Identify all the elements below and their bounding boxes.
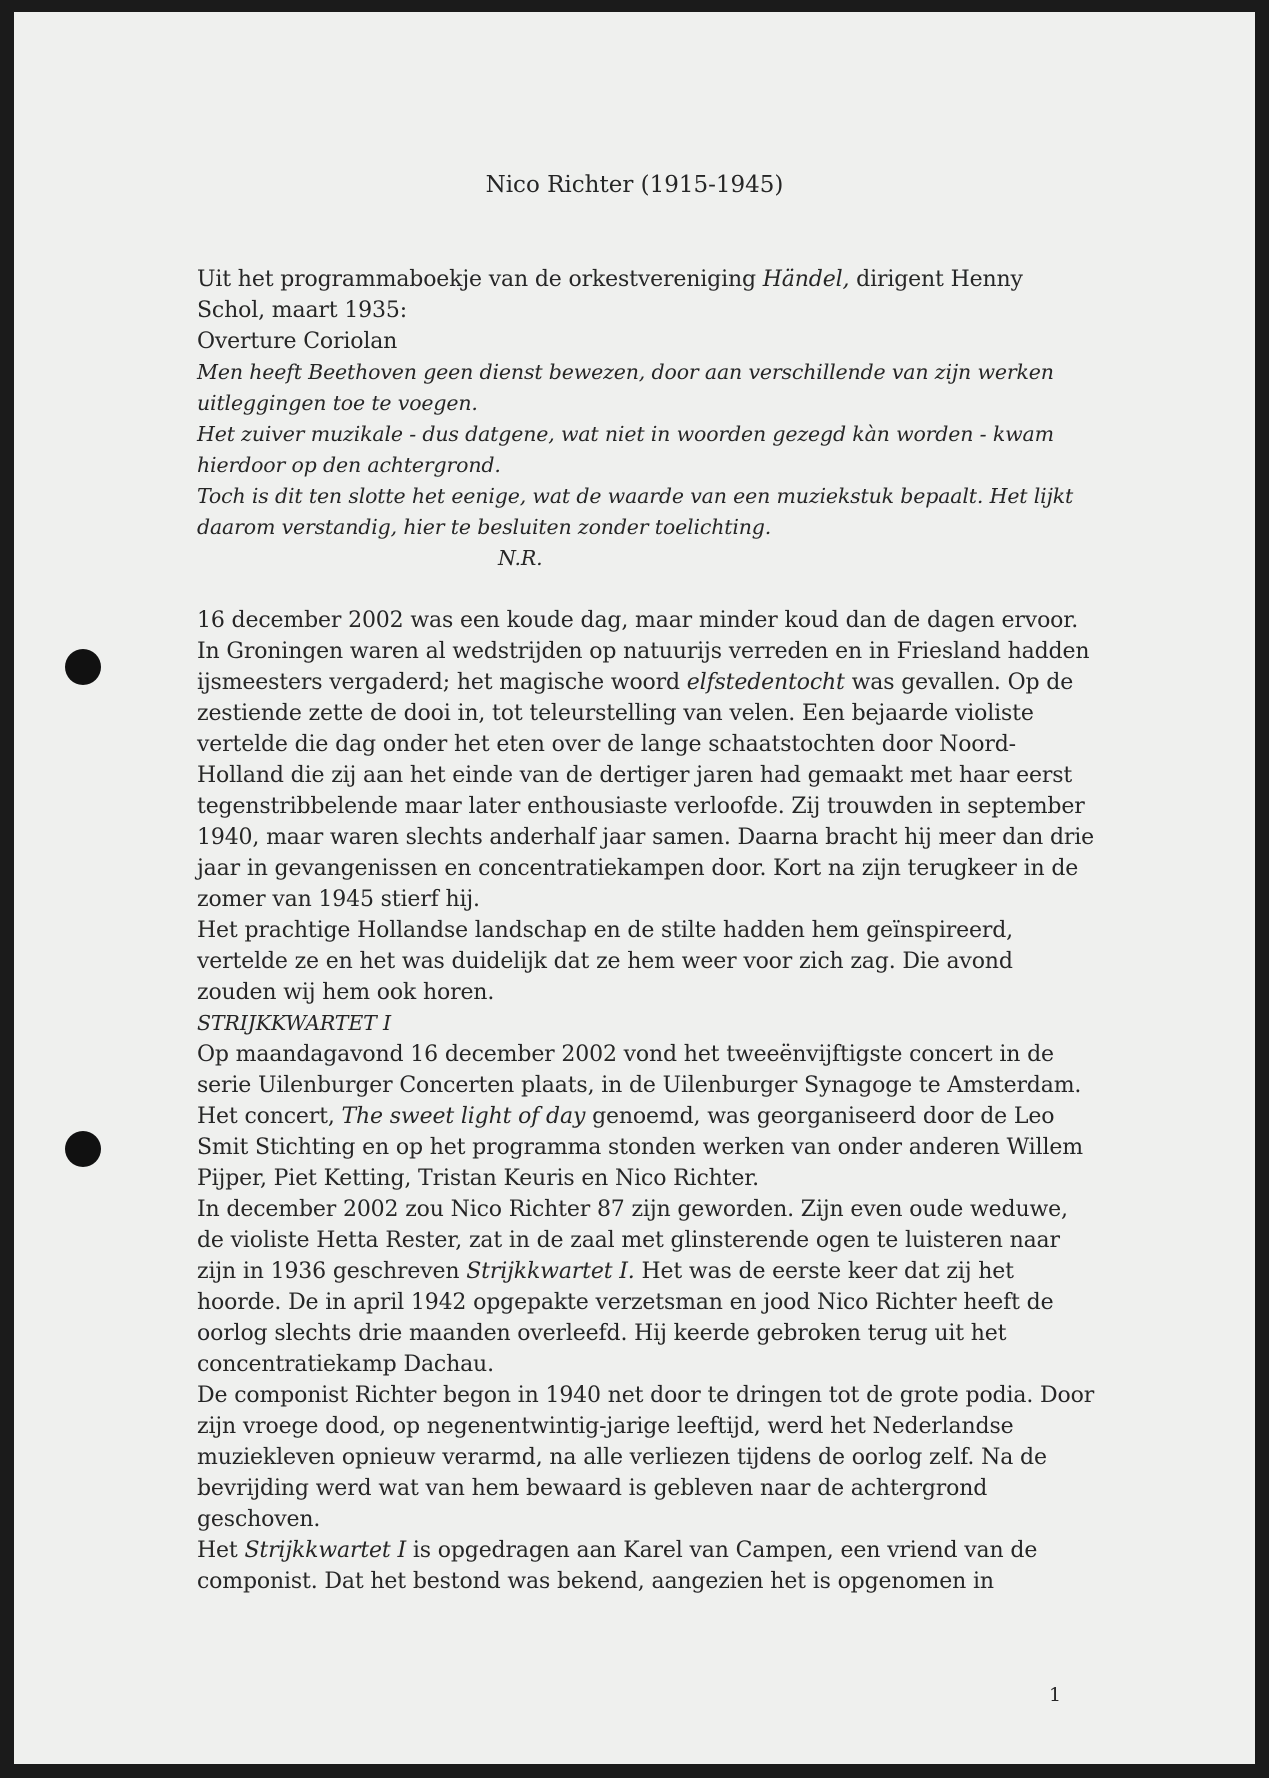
punch-hole-top xyxy=(65,649,101,685)
page-number: 1 xyxy=(1049,1684,1062,1706)
quote-paragraph-2: Het zuiver muzikale - dus datgene, wat niet in woorden gezegd kàn worden - kwam hierdoor op den achtergrond. xyxy=(197,422,1054,477)
paragraph-3: Op maandagavond 16 december 2002 vond het tweeënvijftigste concert in de serie Uilenburger Concerten plaats, in de Uilenburger Synagoge te Amsterdam. Het concert, The sweet light of day genoemd, was georganiseerd door de Leo Smit Stichting en op het programma stonden werken van onder anderen Willem Pijper, Piet Ketting, Tristan Keuris en Nico Richter. xyxy=(197,1042,1083,1191)
section-heading: STRIJKKWARTET I xyxy=(197,1011,391,1035)
quote-signature: N.R. xyxy=(498,546,543,570)
paragraph-2: Het prachtige Hollandse landschap en de stilte hadden hem geïnspireerd, vertelde ze en het was duidelijk dat ze hem weer voor zich zag. Die avond zouden wij hem ook horen. xyxy=(197,918,1013,1005)
quote-paragraph-3: Toch is dit ten slotte het eenige, wat de waarde van een muziekstuk bepaalt. Het lijkt daarom verstandig, hier te besluiten zonder toelichting. xyxy=(197,484,1074,539)
paragraph-6: Het Strijkkwartet I is opgedragen aan Karel van Campen, een vriend van de componist. Dat het bestond was bekend, aangezien het is opgenomen in xyxy=(197,1538,1038,1594)
page-title: Nico Richter (1915-1945) xyxy=(485,172,784,198)
paragraph-1: 16 december 2002 was een koude dag, maar minder koud dan de dagen ervoor. In Groningen waren al wedstrijden op natuurijs verreden en in Friesland hadden ijsmeesters vergaderd; het magische woord elfstedentocht was gevallen. Op de zestiende zette de dooi in, tot teleurstelling van velen. Een bejaarde violiste vertelde die dag onder het eten over de lange schaatstochten door Noord-Holland die zij aan het einde van de dertiger jaren had gemaakt met haar eerst tegenstribbelende maar later enthousiaste verloofde. Zij trouwden in september 1940, maar waren slechts anderhalf jaar samen. Daarna bracht hij meer dan drie jaar in gevangenissen en concentratiekampen door. Kort na zijn terugkeer in de zomer van 1945 stierf hij. xyxy=(197,608,1095,912)
spacer xyxy=(197,574,1097,605)
paragraph-4: In december 2002 zou Nico Richter 87 zijn geworden. Zijn even oude weduwe, de violiste Hetta Rester, zat in de zaal met glinsterende ogen te luisteren naar zijn in 1936 geschreven Strijkkwartet I. Het was de eerste keer dat zij het hoorde. De in april 1942 opgepakte verzetsman en jood Nico Richter heeft de oorlog slechts drie maanden overleefd. Hij keerde gebroken terug uit het concentratiekamp Dachau. xyxy=(197,1197,1068,1377)
quote-paragraph-1: Men heeft Beethoven geen dienst bewezen, door aan verschillende van zijn werken uitleggingen toe te voegen. xyxy=(197,360,1054,415)
overture-title: Overture Coriolan xyxy=(197,329,398,354)
orchestra-name: Händel, xyxy=(762,267,850,292)
document-page xyxy=(14,12,1255,1764)
intro-line: Uit het programmaboekje van de orkestvereniging Händel, dirigent Henny Schol, maart 1935: xyxy=(197,267,1023,323)
punch-hole-bottom xyxy=(65,1131,101,1167)
paragraph-5: De componist Richter begon in 1940 net door te dringen tot de grote podia. Door zijn vroege dood, op negenentwintig-jarige leeftijd, werd het Nederlandse muziekleven opnieuw verarmd, na alle verliezen tijdens de oorlog zelf. Na de bevrijding werd wat van hem bewaard is gebleven naar de achtergrond geschoven. xyxy=(197,1383,1095,1532)
document-body xyxy=(197,264,1097,1597)
